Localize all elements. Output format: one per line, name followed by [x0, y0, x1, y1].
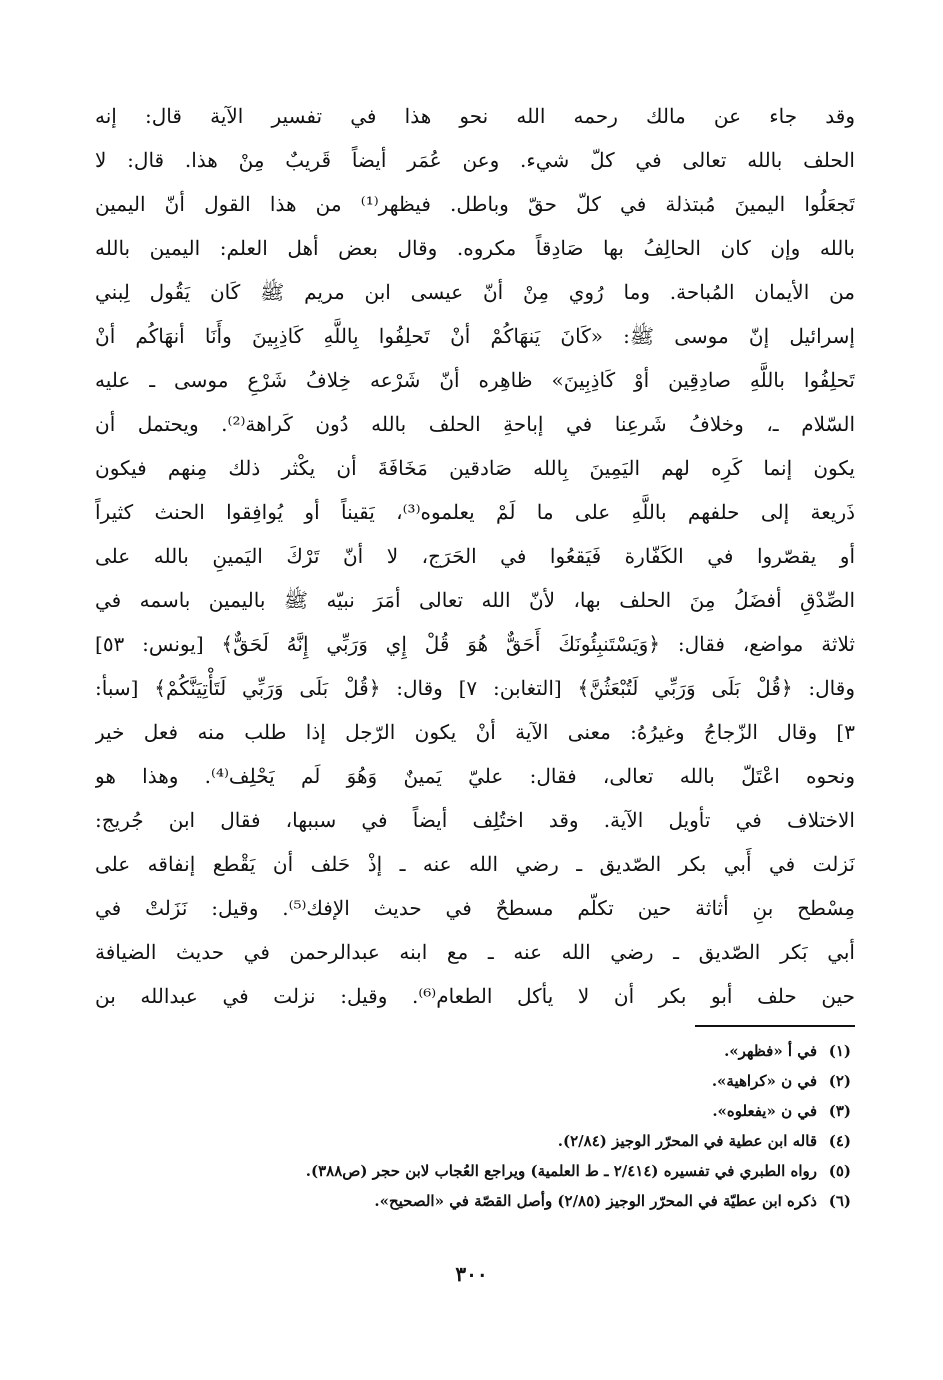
text-line: تَحلِفُوا باللَّهِ صادِقِين أوْ كَاذِبِينَ» ظاهِره أنّ شَرْعه خِلافُ شَرْعِ موسى ـ عليه	[95, 368, 855, 392]
text-line: ٣] وقال الزّجاجُ وغيرُهُ: معنى الآية أنْ يكون الرّجل إذا طلب منه فعل خير	[95, 720, 855, 744]
text-line: أو يقصّروا في الكَفّارة فَيَقعُوا في الحَرَج، لا أنّ تَرْكَ اليَمينِ بالله على	[95, 544, 855, 568]
footnote-text: رواه الطبري في تفسيره (٢/٤١٤ ـ ط العلمية) ويراجع العُجاب لابن حجر (ص٣٨٨).	[305, 1162, 817, 1180]
text-line: وقال: ﴿قُلْ بَلَى وَرَبِّي لَتُبْعَثُنَّ﴾ [التغابن: ٧] وقال: ﴿قُلْ بَلَى وَرَبِّي لَتَأْتِيَنَّكُمْ﴾ [سبأ:	[95, 676, 855, 700]
footnote	[91, 1186, 851, 1216]
footnote-text: في ن «يفعلوه».	[712, 1102, 817, 1120]
text-line: ذَريعة إلى حلفهم باللَّهِ على ما لَمْ يعلموه⁽³⁾، يَقيناً أو يُوافِقوا الحنث كثيراً	[95, 500, 855, 524]
footnote-number: (٢)	[828, 1072, 851, 1090]
text-line: نَزلت في أَبي بكر الصّديق ـ رضي الله عنه ـ إذْ حَلف أن يَقْطع إنفاقه على	[95, 852, 855, 876]
footnote-text: ذكره ابن عطيّة في المحرّر الوجيز (٢/٨٥) وأصل القصّة في «الصحيح».	[374, 1192, 817, 1210]
footnote-number: (٣)	[828, 1102, 851, 1120]
text-line: السّلام ـ، وخلافُ شَرعِنا في إباحةِ الحلف بالله دُون كَراهة⁽²⁾. ويحتمل أن	[95, 412, 855, 436]
footnote-number: (١)	[828, 1042, 851, 1060]
text-line: مِسْطح بنِ أثاثة حين تكلّم مسطحٌ في حديث الإفك⁽⁵⁾. وقيل: نَزَلتْ في	[95, 896, 855, 920]
text-line: إسرائيل إنّ موسى ﷺ: «كَانَ يَنهَاكُمْ أنْ تَحلِفُوا بِاللَّهِ كَاذِبِينَ وأَنَا أنهَاكُم أنْ	[95, 324, 855, 348]
footnote-number: (٥)	[828, 1162, 851, 1180]
main-text	[95, 94, 855, 1018]
footnote	[91, 1036, 851, 1066]
footnote-text: قاله ابن عطية في المحرّر الوجيز (٢/٨٤).	[557, 1132, 817, 1150]
text-line: تَجعَلُوا اليمينَ مُبتذلة في كلّ حقّ وباطل. فيظهر⁽¹⁾ من هذا القول أنّ اليمين	[95, 192, 855, 216]
text-line: الاختلاف في تأويل الآية. وقد اختُلِف أيضاً في سببها، فقال ابن جُريج:	[95, 808, 855, 832]
footnote-separator	[695, 1025, 855, 1027]
footnotes	[91, 1036, 851, 1216]
footnote	[91, 1126, 851, 1156]
footnote-text: في أ «فظهر».	[724, 1042, 817, 1060]
footnote	[91, 1096, 851, 1126]
text-line: ونحوه اعْتَلّ بالله تعالى، فقال: عليّ يَمينٌ وَهُوَ لَم يَحْلِف⁽⁴⁾. وهذا هو	[95, 764, 855, 788]
page-number: ٣٠٠	[455, 1262, 488, 1286]
text-line: بالله وإن كان الحالِفُ بها صَادِقاً مكروه. وقال بعض أهل العلم: اليمين بالله	[95, 236, 855, 260]
text-line: يكون إنما كَرِه لهم اليَمِينَ بِالله صَادقين مَخَافَةَ أن يكْثر ذلك مِنهم فيكون	[95, 456, 855, 480]
footnote-number: (٦)	[828, 1192, 851, 1210]
text-line: من الأيمان المُباحة. وما رُوي مِنْ أنّ عيسى ابن مريم ﷺ كَان يَقُول لِبني	[95, 280, 855, 304]
footnote	[91, 1156, 851, 1186]
footnote-number: (٤)	[828, 1132, 851, 1150]
footnote-text: في ن «كراهية».	[711, 1072, 817, 1090]
text-line: وقد جاء عن مالك رحمه الله نحو هذا في تفسير الآية قال: إنه	[95, 104, 855, 128]
text-line: الحلف بالله تعالى في كلّ شيء. وعن عُمَر أيضاً قَريبٌ مِنْ هذا. قال: لا	[95, 148, 855, 172]
footnote	[91, 1066, 851, 1096]
text-line: حين حلف أبو بكر أن لا يأكل الطعام⁽⁶⁾. وقيل: نزلت في عبدالله بن	[95, 984, 855, 1008]
text-line: ثلاثة مواضع، فقال: ﴿وَيَسْتَنبِئُونَكَ أَحَقٌّ هُوَ قُلْ إِي وَرَبِّي إِنَّهُ لَحَقٌّ﴾ [يونس: ٥٣]	[95, 632, 855, 656]
text-line: الصِّدْقِ أفضَلُ مِنَ الحلف بها، لأنّ الله تعالى أمَرَ نبيّه ﷺ باليمين باسمه في	[95, 588, 855, 612]
text-line: أبي بَكر الصّديق ـ رضي الله عنه ـ مع ابنه عبدالرحمن في حديث الضيافة	[95, 940, 855, 964]
